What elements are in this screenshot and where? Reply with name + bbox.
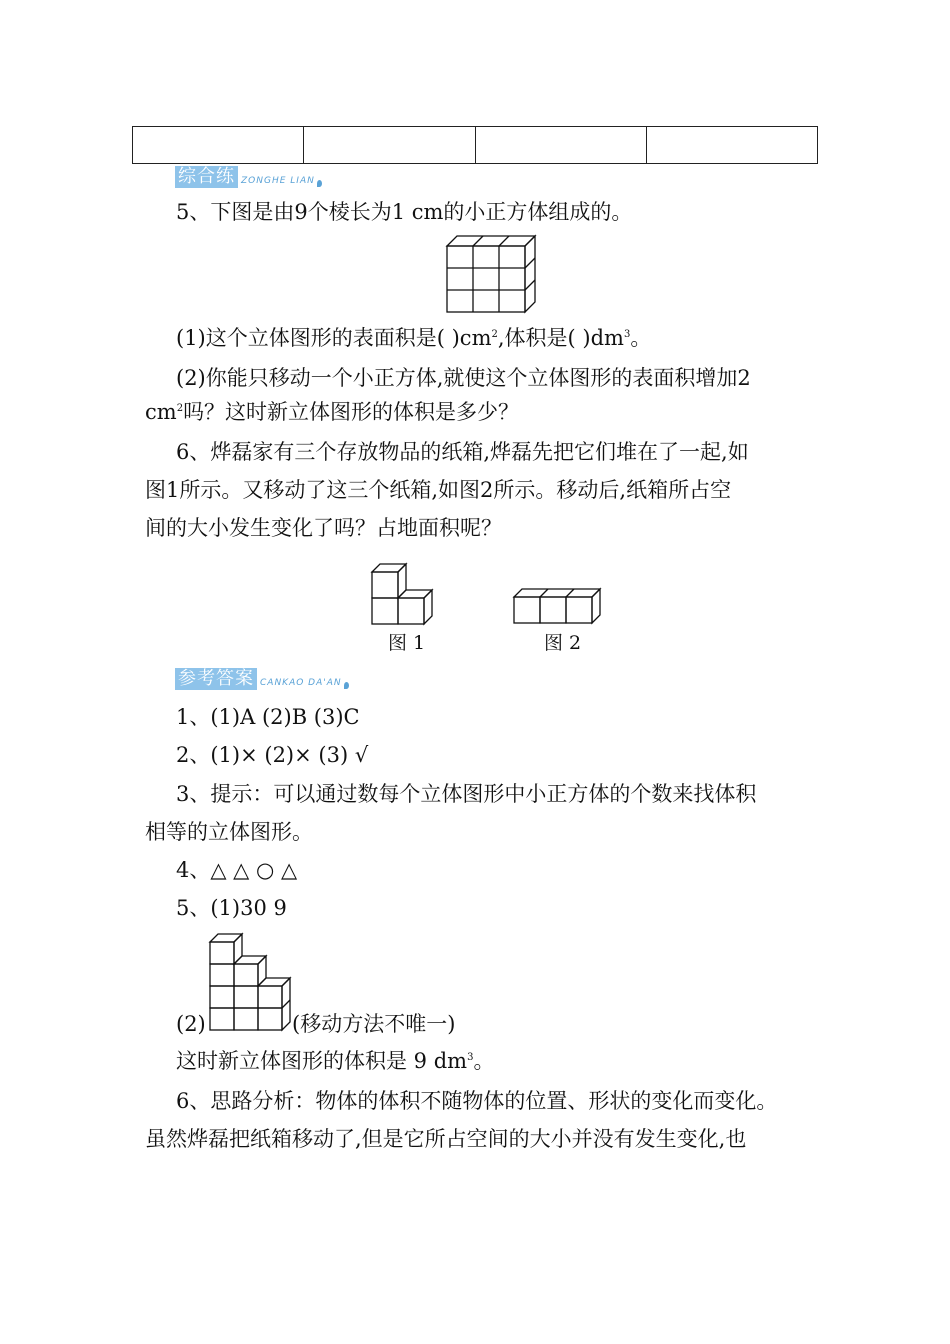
answers-banner-pinyin: CANKAO DA'AN <box>260 678 342 688</box>
q5-part2-line2 <box>145 398 519 426</box>
q5-part2-question: 吗？这时新立体图形的体积是多少？ <box>183 400 520 424</box>
q5-part1-a: (1)这个立体图形的表面积是( )cm <box>176 326 492 350</box>
answer-5-part2-note: (移动方法不唯一) <box>292 1012 456 1036</box>
answer-5-volume-end: 。 <box>473 1049 495 1073</box>
top-table-row <box>132 126 818 164</box>
q6-line2: 图1所示。又移动了这三个纸箱,如图2所示。移动后,纸箱所占空 <box>145 478 732 502</box>
pin-icon <box>344 682 349 689</box>
answer-5-volume <box>176 1047 494 1075</box>
answers-banner <box>175 668 349 690</box>
q5-part1-sup2: 3 <box>623 329 631 340</box>
answer-1: 1、(1)A (2)B (3)C <box>176 705 360 729</box>
answer-5-volume-sup: 3 <box>467 1052 474 1063</box>
pin-icon <box>317 180 322 187</box>
answer-5-part1: 5、(1)30 9 <box>176 896 287 920</box>
q5-stem: 5、下图是由9个棱长为1 cm的小正方体组成的。 <box>176 200 633 224</box>
q6-figure-1 <box>370 558 438 628</box>
q5-part1-sup1: 2 <box>491 329 498 340</box>
q6-figure-1-caption: 图 1 <box>388 632 426 654</box>
q6-line1: 6、烨磊家有三个存放物品的纸箱,烨磊先把它们堆在了一起,如 <box>176 440 749 464</box>
answer-6-line2: 虽然烨磊把纸箱移动了,但是它所占空间的大小并没有发生变化,也 <box>145 1127 747 1151</box>
q6-figure-2 <box>512 585 604 627</box>
answer-6-line1: 6、思路分析：物体的体积不随物体的位置、形状的变化而变化。 <box>176 1089 778 1113</box>
answer-5-volume-text: 这时新立体图形的体积是 9 dm <box>176 1049 468 1073</box>
answer-4: 4、△ △ ○ △ <box>176 858 298 882</box>
q6-figure-2-caption: 图 2 <box>544 632 582 654</box>
answer-5-staircase-figure <box>208 928 294 1032</box>
q5-part2-line1: (2)你能只移动一个小正方体,就使这个立体图形的表面积增加2 <box>176 366 751 390</box>
answers-banner-title: 参考答案 <box>175 668 257 690</box>
practice-banner-title: 综合练 <box>175 166 238 188</box>
practice-banner <box>175 166 322 188</box>
table-cell <box>647 127 817 163</box>
answer-2: 2、(1)× (2)× (3) √ <box>176 743 369 767</box>
table-cell <box>304 127 475 163</box>
answer-3-line2: 相等的立体图形。 <box>145 820 313 844</box>
q5-part1 <box>176 324 651 352</box>
q5-part2-unit: cm <box>145 400 177 424</box>
answer-3-line1: 3、提示：可以通过数每个立体图形中小正方体的个数来找体积 <box>176 782 757 806</box>
q5-cube-figure <box>445 232 537 314</box>
q5-part2-sup: 2 <box>176 403 184 414</box>
table-cell <box>476 127 647 163</box>
table-cell <box>133 127 304 163</box>
answer-5-part2-label: (2) <box>176 1012 206 1036</box>
q5-part1-c: 。 <box>630 326 652 350</box>
q6-line3: 间的大小发生变化了吗？占地面积呢？ <box>145 516 502 540</box>
practice-banner-pinyin: ZONGHE LIAN <box>241 176 315 186</box>
q5-part1-b: ,体积是( )dm <box>497 326 624 350</box>
